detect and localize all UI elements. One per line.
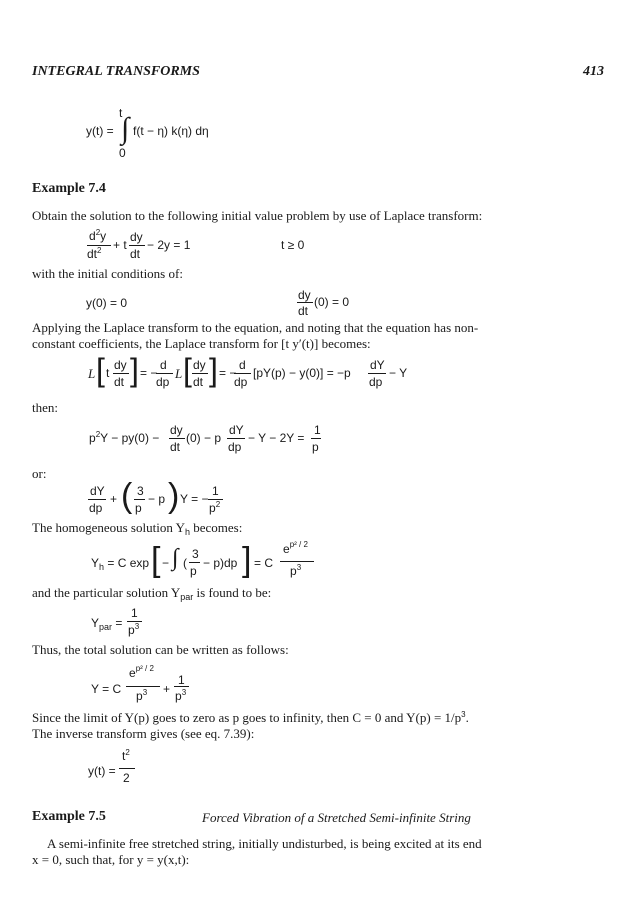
example-7-5-text-line-2: x = 0, such that, for y = y(x,t): [32, 852, 190, 867]
page-number: 413 [583, 64, 604, 79]
then-label: then: [32, 400, 58, 415]
limit-text: Since the limit of Y(p) goes to zero as p goes to infinity, then C = 0 and $Y(p) = 1/p^3$. [32, 710, 469, 725]
example-7-4-heading: Example 7.4 [32, 181, 106, 196]
integral-upper-limit: t [119, 106, 123, 120]
example-7-5-heading: Example 7.5 [32, 809, 106, 824]
or-label: or: [32, 466, 47, 481]
integral-sign: ∫ [121, 112, 130, 145]
apply-text-line-2: constant coefficients, the Laplace transform for [t y′(t)] becomes: [32, 336, 371, 351]
initial-condition-1: y(0) = 0 [86, 296, 128, 310]
example-7-5-subtitle: Forced Vibration of a Stretched Semi-infinite String [202, 810, 471, 825]
ode-frac1-num: $d^2y$ [89, 228, 107, 243]
ode-condition: t ≥ 0 [281, 238, 305, 252]
ode-frac1-den: $dt^2$ [87, 246, 102, 261]
running-header-title: INTEGRAL TRANSFORMS [32, 64, 200, 79]
initial-conditions-text: with the initial conditions of: [32, 266, 183, 281]
apply-text-line-1: Applying the Laplace transform to the equation, and noting that the equation has non- [32, 320, 479, 335]
particular-text: and the particular solution $Y_{par}$ is found to be: [32, 585, 272, 602]
convolution-lhs: y(t) = [86, 124, 114, 138]
inverse-transform-text: The inverse transform gives (see eq. 7.39): [32, 726, 255, 741]
example-7-5-text-line-1: A semi-infinite free stretched string, initially undisturbed, is being excited at its end [47, 836, 482, 851]
integral-lower-limit: 0 [119, 146, 126, 160]
total-solution-text: Thus, the total solution can be written as follows: [32, 642, 289, 657]
convolution-integrand: f(t − η) k(η) dη [133, 124, 209, 138]
example-7-4-intro: Obtain the solution to the following initial value problem by use of Laplace transform: [32, 208, 483, 223]
homogeneous-text: The homogeneous solution $Y_h$ becomes: [32, 520, 243, 537]
